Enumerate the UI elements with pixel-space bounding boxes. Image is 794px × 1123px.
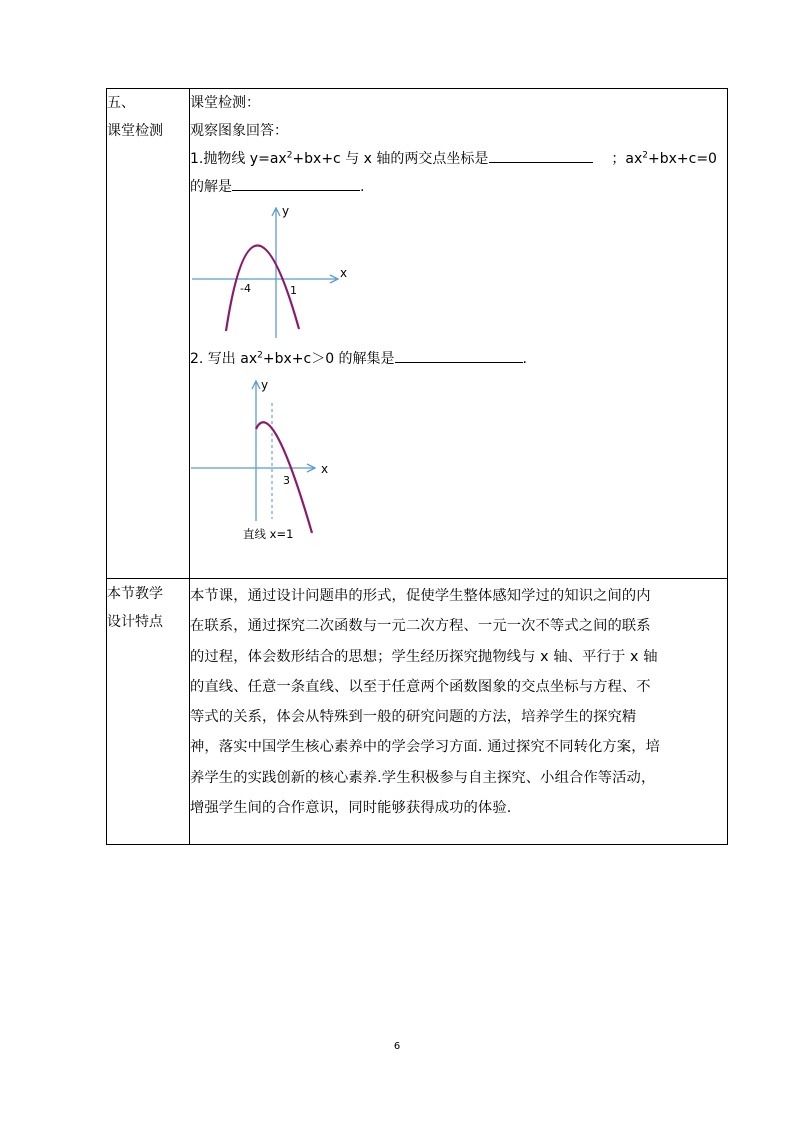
features-line-1: 本节课，通过设计问题串的形式，促使学生整体感知学过的知识之间的内	[190, 588, 651, 604]
graph-2-parabola	[190, 373, 390, 543]
q1-blank-solution[interactable]	[232, 174, 360, 191]
lesson-table	[106, 88, 728, 845]
q2-sup: 2	[257, 350, 263, 361]
graph2-y-label: y	[261, 378, 269, 392]
q1-eq-end: +bx+c=0	[648, 151, 717, 167]
features-line-7: 养学生的实践创新的核心素养.学生积极参与自主探究、小组合作等活动，	[190, 769, 656, 786]
graph1-y-label: y	[282, 204, 290, 218]
features-label	[107, 579, 190, 845]
graph1-x-label: x	[340, 266, 348, 280]
features-content	[190, 579, 728, 845]
q1-line2-text: 的解是	[190, 179, 232, 195]
features-label-line2: 设计特点	[107, 614, 163, 630]
q1-prefix: 1.抛物线 y=ax	[190, 151, 287, 167]
q1-line2-end: .	[360, 179, 365, 195]
section-five-title: 课堂检测	[107, 123, 163, 139]
question-2	[190, 345, 727, 373]
graph2-x-label: x	[321, 462, 329, 476]
features-label-line1: 本节教学	[107, 586, 163, 602]
q1-sup1: 2	[286, 150, 293, 161]
features-line-6: 神，落实中国学生核心素养中的学会学习方面. 通过探究不同转化方案，培	[190, 739, 660, 756]
section-five-label	[107, 89, 190, 579]
question-1-line1	[190, 145, 727, 173]
features-line-5: 等式的关系，体会从特殊到一般的研究问题的方法，培养学生的探究精	[190, 709, 637, 726]
q2-prefix: 2. 写出 ax	[190, 351, 258, 367]
features-line-4: 的直线、任意一条直线、以至于任意两个函数图象的交点坐标与方程、不	[190, 678, 651, 695]
section-five-number: 五、	[107, 95, 135, 111]
q2-end: .	[522, 351, 527, 367]
features-line-8: 增强学生间的合作意识，同时能够获得成功的体验.	[190, 800, 512, 817]
q2-blank-solution-set[interactable]	[395, 346, 523, 363]
graph-1-parabola	[190, 201, 390, 341]
graph1-root-left: -4	[240, 282, 251, 295]
q2-mid: +bx+c＞0 的解集是	[262, 351, 395, 367]
question-1-line2	[190, 173, 727, 201]
features-paragraph	[190, 581, 727, 823]
q1-sup2: 2	[642, 150, 648, 161]
features-line-3: 的过程，体会数形结合的思想；学生经历探究抛物线与 x 轴、平行于 x 轴	[190, 648, 658, 665]
graph2-root-label: 3	[283, 474, 290, 487]
features-line-2: 在联系，通过探究二次函数与一元二次方程、一元一次不等式之间的联系	[190, 618, 651, 635]
q1-sep: ；ax	[611, 151, 643, 167]
q1-blank-coordinates[interactable]	[489, 146, 593, 163]
section-five-content	[190, 89, 728, 579]
graph1-parabola-curve	[226, 245, 299, 331]
instruction-text: 观察图象回答：	[190, 123, 288, 139]
features-row	[107, 579, 728, 845]
section-five-row	[107, 89, 728, 579]
graph2-axis-line-label: 直线 x=1	[243, 527, 294, 541]
page-number: 6	[393, 1041, 401, 1052]
graph1-root-right: 1	[290, 284, 297, 297]
q1-mid: +bx+c 与 x 轴的两交点坐标是	[292, 151, 489, 167]
class-test-heading: 课堂检测：	[190, 95, 260, 111]
